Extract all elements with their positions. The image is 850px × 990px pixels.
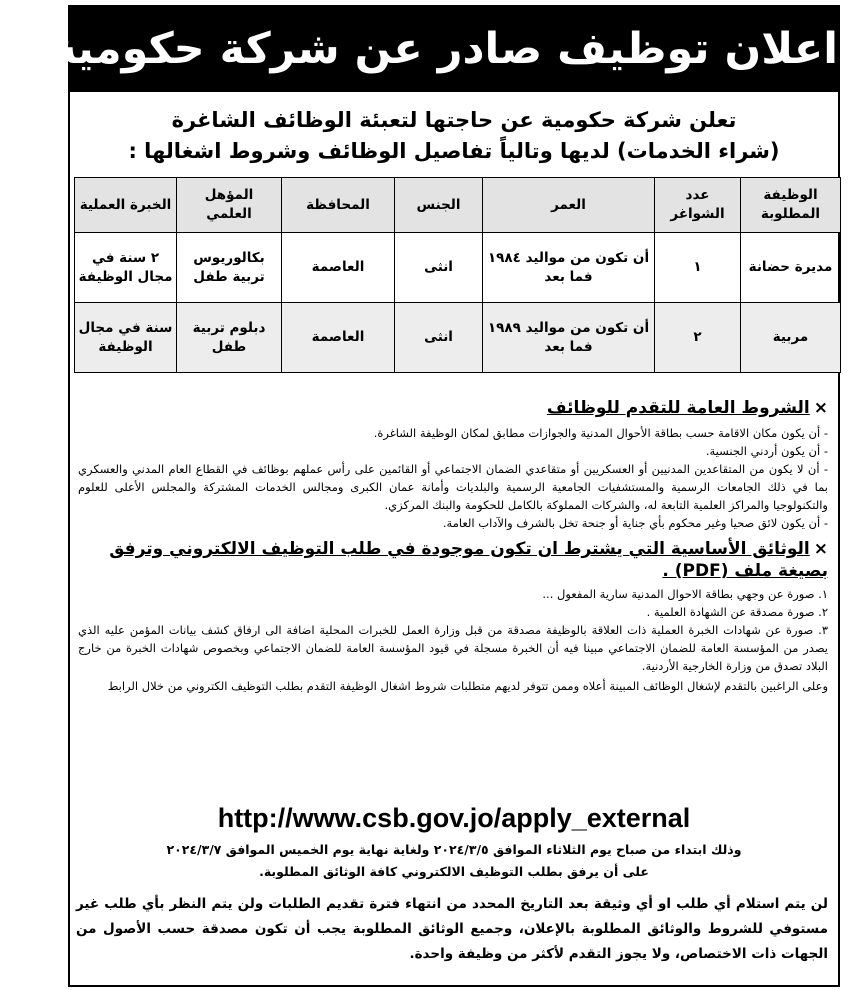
header-age: العمر xyxy=(483,178,655,233)
list-item: - أن يكون أردني الجنسية. xyxy=(705,444,828,458)
cell-qualification: دبلوم تربية طفل xyxy=(177,303,282,373)
documents-list xyxy=(78,585,828,675)
list-item: - أن يكون لائق صحيا وغير محكوم بأي جناية أو جنحة تخل بالشرف والآداب العامة. xyxy=(442,516,828,530)
bullet-mark: × xyxy=(813,539,828,559)
cell-job: مربية xyxy=(741,303,841,373)
closing-note: لن يتم استلام أي طلب او أي وثيقة بعد التاريخ المحدد من انتهاء فترة تقديم الطلبات ولن يتم النظر بأي طلب غير مستوفي للشروط والوثائق المطلوبة بالإعلان، وجميع الوثائق المطلوبة يجب أن تكون مصدقة حسب الأصول من الجهات ذات الاختصاص، ولا يجوز التقدم لأكثر من وظيفة واحدة. xyxy=(76,896,828,962)
announcement-frame xyxy=(51,5,840,987)
dates-line-2: على أن يرفق بطلب التوظيف الالكتروني كافة الوثائق المطلوبة. xyxy=(259,864,649,879)
cell-job: مديرة حضانة xyxy=(741,233,841,303)
list-item: - أن لا يكون من المتقاعدين المدنيين أو العسكريين أو متقاعدي الضمان الاجتماعي أو القائمين على رأس عملهم بوظائف في القطاع العام المدني والعسكري بما في ذلك الجامعات الرسمية والمستشفيات الجامعية الرسمية والبلديات وأمانة عمان الكبرى ومجالس الخدمات المشتركة والمجلس الأعلى للعلوم والتكنولوجيا والمراكز العلمية التابعة له، والشركات المملوكة بالكامل للحكومة والبنك المركزي. xyxy=(78,462,828,512)
table-row xyxy=(75,233,841,303)
cell-experience: سنة في مجال الوظيفة xyxy=(75,303,177,373)
cell-age: أن تكون من مواليد ١٩٨٤ فما بعد xyxy=(483,233,655,303)
general-conditions-list xyxy=(78,424,828,532)
cell-gender: انثى xyxy=(395,303,483,373)
jobs-table xyxy=(74,177,841,373)
header-vacancies: عدد الشواغر xyxy=(655,178,741,233)
dates-line-1: وذلك ابتداء من صباح يوم الثلاثاء الموافق ٢٠٢٤/٣/٥ ولغاية نهاية يوم الخميس الموافق ٢٠٢٤/٣/٧ xyxy=(166,842,742,857)
documents-heading xyxy=(78,538,828,582)
list-item: ٢. صورة مصدقة عن الشهادة العلمية . xyxy=(646,605,828,619)
conditions-body xyxy=(78,397,828,695)
intro-line-2: (شراء الخدمات) لديها وتالياً تفاصيل الوظائف وشروط اشغالها : xyxy=(128,139,780,163)
header-governorate: المحافظة xyxy=(282,178,395,233)
cell-gender: انثى xyxy=(395,233,483,303)
banner-title: اعلان توظيف صادر عن شركة حكومية xyxy=(70,7,838,92)
general-conditions-title: الشروط العامة للتقدم للوظائف xyxy=(546,398,810,418)
list-item: ١. صورة عن وجهي بطاقة الاحوال المدنية سارية المفعول ... xyxy=(542,587,828,601)
cell-governorate: العاصمة xyxy=(282,233,395,303)
apply-link[interactable]: http://www.csb.gov.jo/apply_external xyxy=(217,803,691,833)
table-header-row xyxy=(75,178,841,233)
cell-experience: ٢ سنة في مجال الوظيفة xyxy=(75,233,177,303)
intro-text xyxy=(70,105,838,167)
table-row xyxy=(75,303,841,373)
cell-age: أن تكون من مواليد ١٩٨٩ فما بعد xyxy=(483,303,655,373)
apply-text: وعلى الراغبين بالتقدم لإشغال الوظائف المبينة أعلاه وممن تتوفر لديهم متطلبات شروط اشغال الوظيفة التقدم بطلب التوظيف الكتروني من خلال الرابط xyxy=(107,679,828,693)
list-item: - أن يكون مكان الاقامة حسب بطاقة الأحوال المدنية والجوازات مطابق لمكان الوظيفة الشاغرة. xyxy=(373,426,828,440)
header-gender: الجنس xyxy=(395,178,483,233)
general-conditions-heading xyxy=(78,397,828,419)
cell-governorate: العاصمة xyxy=(282,303,395,373)
cell-qualification: بكالوريوس تربية طفل xyxy=(177,233,282,303)
header-qualification: المؤهل العلمي xyxy=(177,178,282,233)
cell-vacancies: ٢ xyxy=(655,303,741,373)
header-experience: الخبرة العملية xyxy=(75,178,177,233)
header-job: الوظيفة المطلوبة xyxy=(741,178,841,233)
list-item: ٣. صورة عن شهادات الخبرة العملية ذات العلاقة بالوظيفة مصدقة من قبل وزارة العمل للخبرات المحلية اضافة الى ارفاق كشف بيانات المؤمن عليه الذي يصدر من المؤسسة العامة للضمان الاجتماعي مبينا فيه أن الخبرة مسجلة في قيود المؤسسة العامة للضمان الاجتماعي وبخصوص شهادات الخبرة من خارج البلاد تصدق من وزارة الخارجية الأردنية. xyxy=(78,623,828,673)
application-dates xyxy=(80,839,828,883)
documents-title: الوثائق الأساسية التي يشترط ان تكون موجودة في طلب التوظيف الالكتروني وترفق بصيغة ملف (PDF) . xyxy=(109,539,828,581)
cell-vacancies: ١ xyxy=(655,233,741,303)
intro-line-1: تعلن شركة حكومية عن حاجتها لتعبئة الوظائف الشاغرة xyxy=(171,108,737,132)
bullet-mark: × xyxy=(813,398,828,418)
